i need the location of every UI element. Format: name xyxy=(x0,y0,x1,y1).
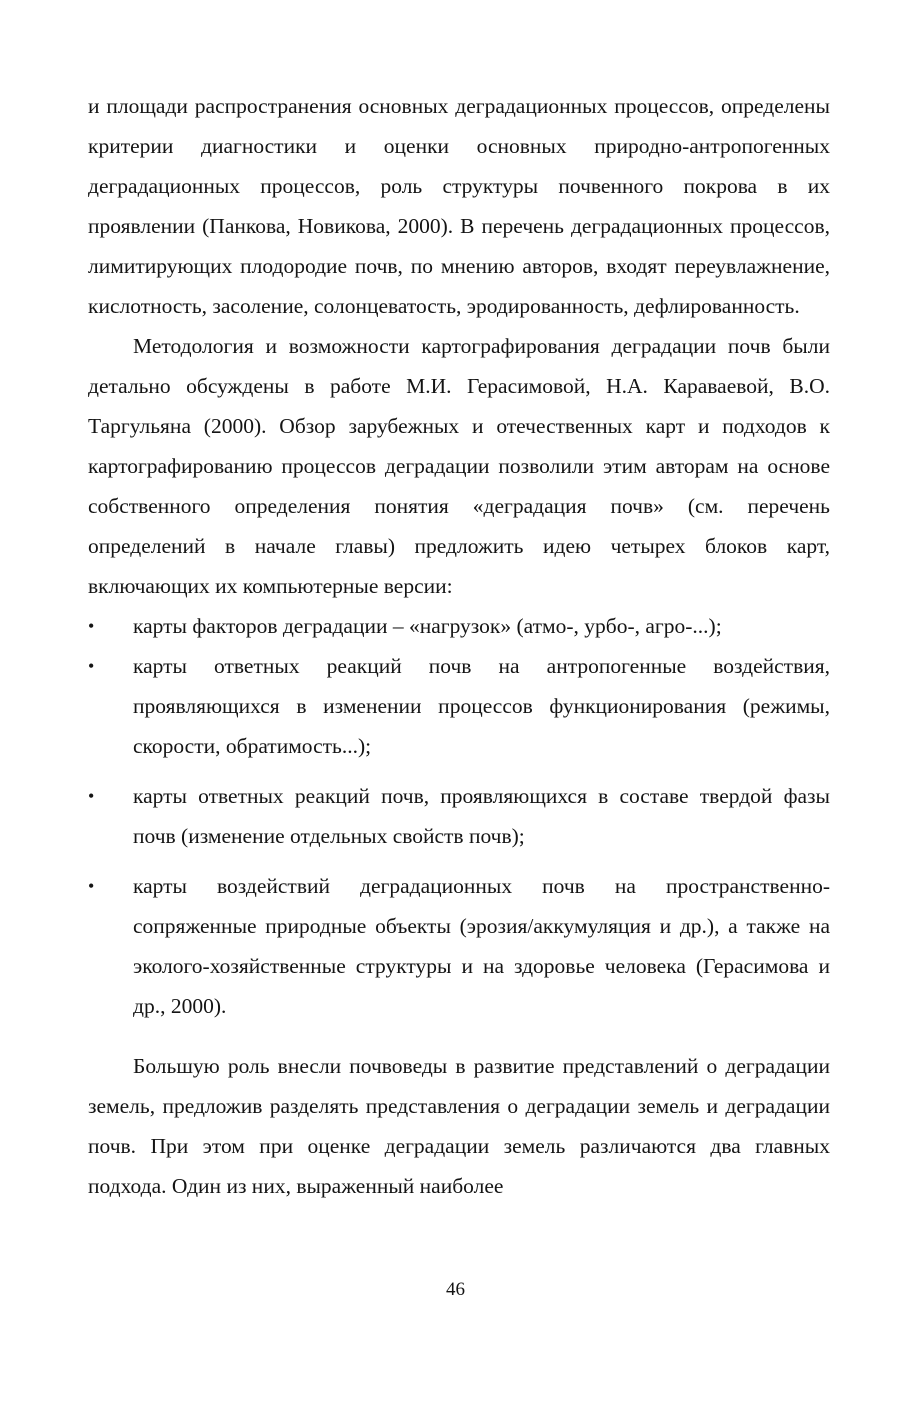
list-item xyxy=(88,646,830,766)
list-item-text: карты ответных реакций почв на антропогенные воздействия, проявляющихся в изменении процессов функционирования (режимы, скорости, обратимость...); xyxy=(133,654,830,758)
list-item-text: карты ответных реакций почв, проявляющихся в составе твердой фазы почв (изменение отдельных свойств почв); xyxy=(133,784,830,848)
list-item xyxy=(88,606,830,646)
list-item xyxy=(88,776,830,856)
paragraph-continuation: и площади распространения основных деградационных процессов, определены критерии диагностики и оценки основных природно-антропогенных деградационных процессов, роль структуры почвенного покрова в их проявлении (Панкова, Новикова, 2000). В перечень деградационных процессов, лимитирующих плодородие почв, по мнению авторов, входят переувлажнение, кислотность, засоление, солонцеватость, эродированность, дефлированность. xyxy=(88,94,830,318)
paragraph-methodology: Методология и возможности картографирования деградации почв были детально обсуждены в работе М.И. Герасимовой, Н.А. Караваевой, В.О. Таргульяна (2000). Обзор зарубежных и отечественных карт и подходов к картографированию процессов деградации позволили этим авторам на основе собственного определения понятия «деградация почв» (см. перечень определений в начале главы) предложить идею четырех блоков карт, включающих их компьютерные версии: xyxy=(88,334,830,598)
paragraph-soil-scientists: Большую роль внесли почвоведы в развитие представлений о деградации земель, предложив разделять представления о деградации земель и деградации почв. При этом при оценке деградации земель различаются два главных подхода. Один из них, выраженный наиболее xyxy=(88,1054,830,1198)
bullet-icon: • xyxy=(88,656,95,676)
bullet-icon: • xyxy=(88,616,95,636)
bullet-icon: • xyxy=(88,786,95,806)
page-number: 46 xyxy=(446,1279,465,1300)
bullet-icon: • xyxy=(88,876,95,896)
body-text xyxy=(88,86,830,1206)
list-item xyxy=(88,866,830,1026)
bullet-list-map-blocks xyxy=(88,606,830,1026)
list-item-text: карты факторов деградации – «нагрузок» (атмо-, урбо-, агро-...); xyxy=(133,614,722,638)
list-item-text: карты воздействий деградационных почв на пространственно-сопряженные природные объекты (эрозия/аккумуляция и др.), а также на эколого-хозяйственные структуры и на здоровье человека (Герасимова и др., 2000). xyxy=(133,874,830,1018)
